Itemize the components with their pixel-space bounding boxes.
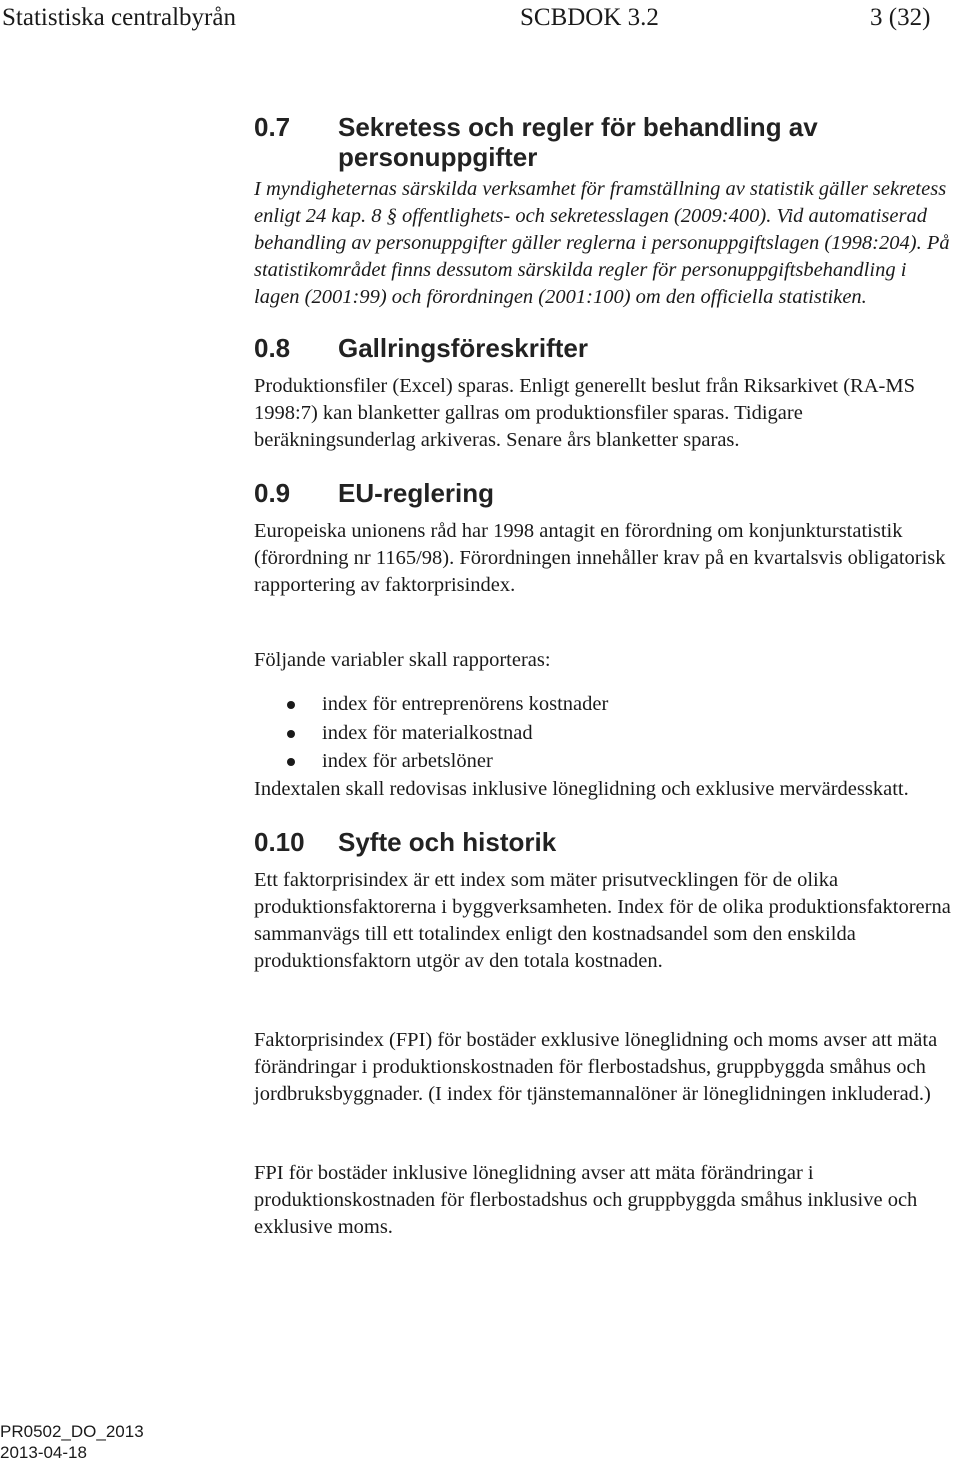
footer-date: 2013-04-18 xyxy=(0,1443,87,1462)
section-paragraph: Ett faktorprisindex är ett index som mäter prisutvecklingen för de olika produktionsfaktorerna i byggverksamheten. Index för de olika produktionsfaktorerna sammanvägs till ett totalindex enligt den kostnadsandel som den enskilda produktionsfaktorn utgör av den totala kostnaden. xyxy=(254,868,951,972)
section-number: 0.10 xyxy=(254,826,305,857)
section-title: EU-reglering xyxy=(338,478,495,508)
section-paragraph: Produktionsfiler (Excel) sparas. Enligt generellt beslut från Riksarkivet (RA-MS 1998:7) kan blanketter gallras om produktionsfiler sparas. Tidigare beräkningsunderlag arkiveras. Senare års blanketter sparas. xyxy=(254,375,915,451)
section-heading-0-8 xyxy=(254,333,954,363)
bullet-icon xyxy=(287,730,295,738)
section-paragraph: I myndigheternas särskilda verksamhet för framställning av statistik gäller sekretess enligt 24 kap. 8 § offentlighets- och sekretesslagen (2009:400). Vid automatiserad behandling av personuppgifter gäller reglerna i personuppgiftslagen (1998:204). På statistikområdet finns dessutom särskilda regler för personuppgiftsbehandling i lagen (2001:99) och förordningen (2001:100) om den officiella statistiken. xyxy=(254,178,950,308)
list-item: index för materialkostnad xyxy=(254,719,954,748)
closing-paragraph: Indextalen skall redovisas inklusive löneglidning och exklusive mervärdesskatt. xyxy=(254,777,909,800)
variable-list xyxy=(254,690,954,776)
section-title: Gallringsföreskrifter xyxy=(338,333,588,363)
list-item: index för arbetslöner xyxy=(254,747,954,776)
section-title: Syfte och historik xyxy=(338,826,557,857)
document-id: SCBDOK 3.2 xyxy=(520,4,659,31)
section-paragraph: Europeiska unionens råd har 1998 antagit en förordning om konjunkturstatistik (förordning nr 1165/98). Förordningen innehåller krav på en kvartalsvis obligatorisk rapportering av faktorprisindex. xyxy=(254,520,946,596)
section-heading-0-10 xyxy=(254,827,954,857)
footer-code: PR0502_DO_2013 xyxy=(0,1422,144,1441)
section-number: 0.8 xyxy=(254,333,291,363)
page-number: 3 (32) xyxy=(870,4,931,31)
section-heading-0-7 xyxy=(254,112,954,172)
section-heading-0-9 xyxy=(254,478,954,508)
bullet-icon xyxy=(287,758,295,766)
section-paragraph: FPI för bostäder inklusive löneglidning avser att mäta förändringar i produktionskostnaden för flerbostadshus och gruppbyggda småhus inklusive och exklusive moms. xyxy=(254,1161,918,1238)
bullet-icon xyxy=(287,701,295,709)
page-footer xyxy=(0,1421,144,1463)
list-intro: Följande variabler skall rapporteras: xyxy=(254,649,551,671)
list-item: index för entreprenörens kostnader xyxy=(254,690,954,719)
organization-name: Statistiska centralbyrån xyxy=(2,4,236,31)
section-number: 0.9 xyxy=(254,478,291,508)
section-title: Sekretess och regler för behandling av personuppgifter xyxy=(338,112,818,172)
section-paragraph: Faktorprisindex (FPI) för bostäder exklusive löneglidning och moms avser att mäta förändringar i produktionskostnaden för flerbostadshus, gruppbyggda småhus och jordbruksbyggnader. (I index för tjänstemannalöner är löneglidningen inkluderad.) xyxy=(254,1028,938,1105)
document-body xyxy=(254,112,954,1241)
page-header xyxy=(0,0,960,40)
section-number: 0.7 xyxy=(254,112,291,142)
